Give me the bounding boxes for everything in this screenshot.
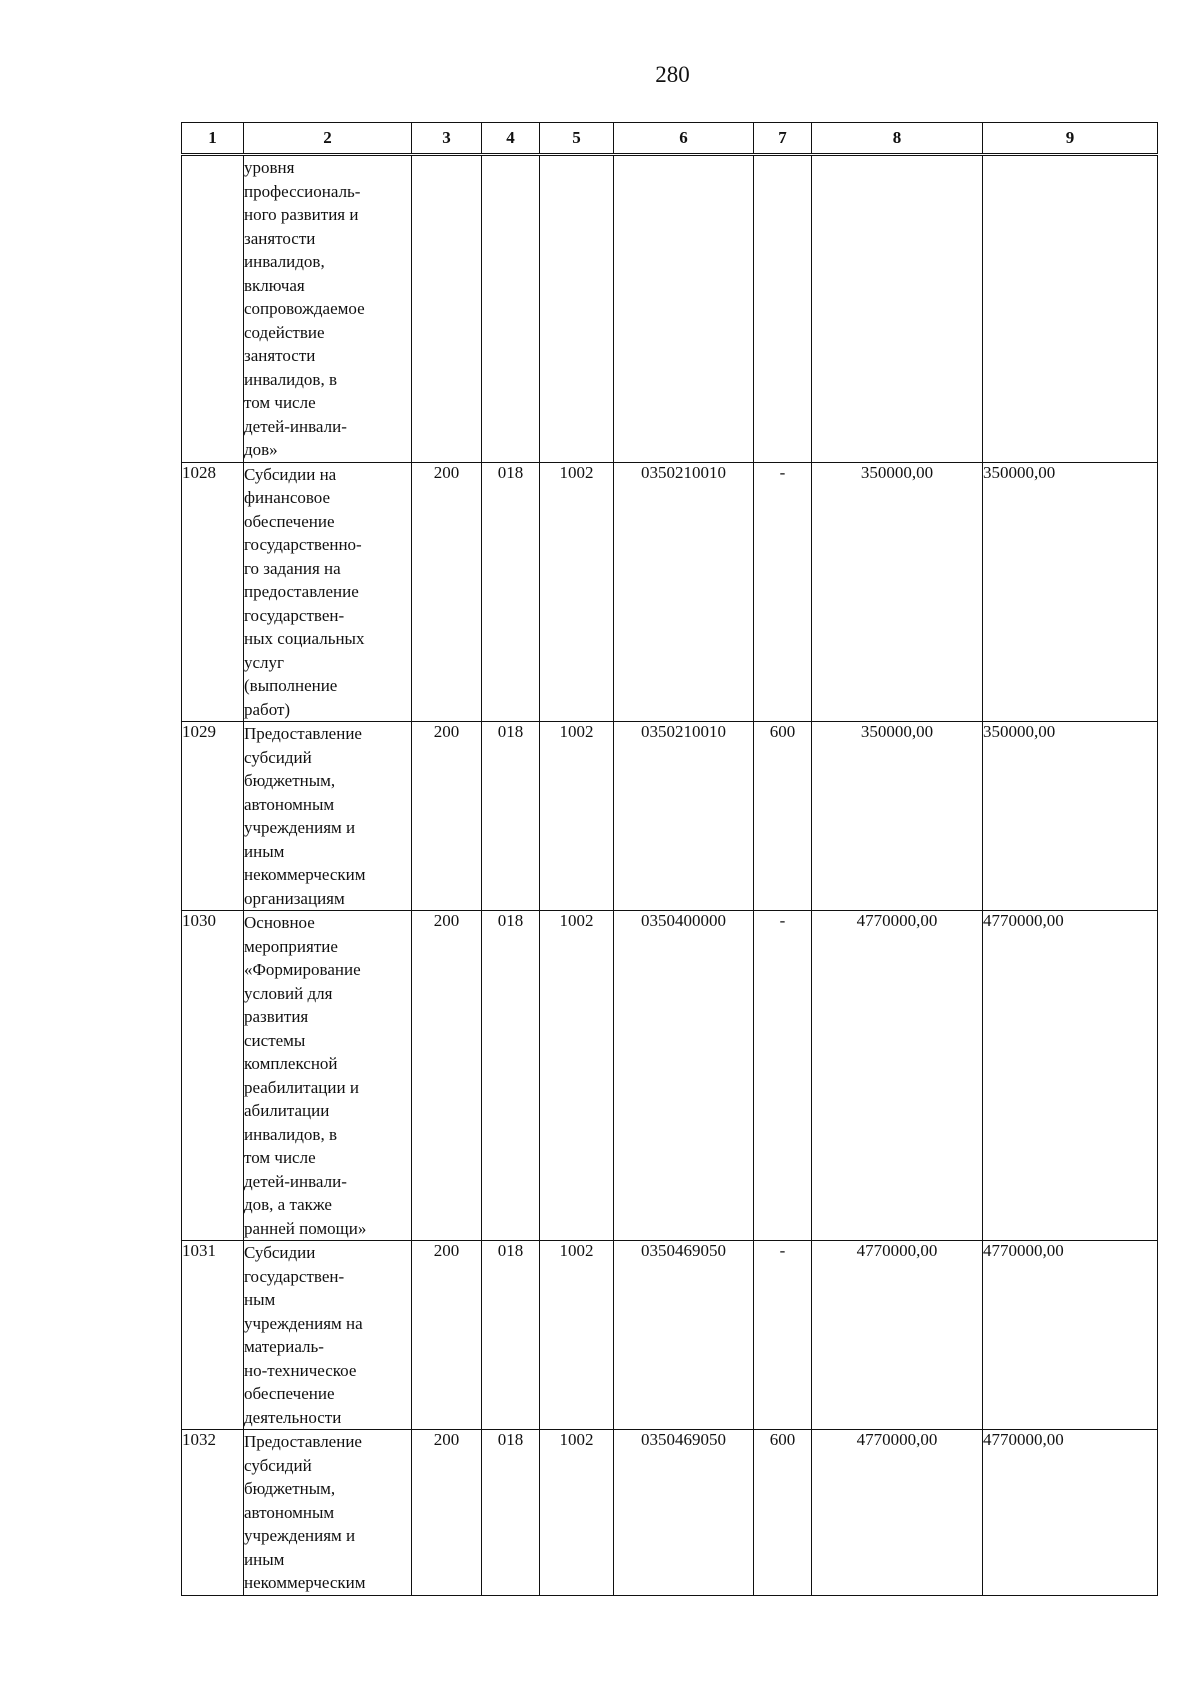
expense-name-line: учреждениям на (244, 1313, 363, 1333)
row-number-cell: 1032 (182, 1430, 244, 1596)
column-header: 2 (244, 123, 412, 155)
expense-name-line: инвалидов, (244, 252, 325, 271)
expense-name-line: предоставление (244, 582, 359, 601)
expense-name-line: бюджетным, (244, 771, 336, 790)
row-number-cell: 1031 (182, 1241, 244, 1430)
amount-column-8-cell: 4770000,00 (812, 1430, 983, 1596)
expense-name-line: бюджетным, (244, 1479, 336, 1498)
expense-name-line: услуг (244, 652, 285, 672)
amount-column-8-cell: 4770000,00 (812, 911, 983, 1241)
row-number-cell: 1030 (182, 911, 244, 1241)
column-header: 5 (540, 123, 614, 155)
expense-name-line: профессиональ- (244, 181, 361, 201)
expense-name-line: Субсидии на (244, 464, 337, 484)
column-5-cell: 1002 (540, 462, 614, 722)
expense-name-line: (выполнение (244, 676, 338, 695)
column-header: 1 (182, 123, 244, 155)
amount-column-9-cell: 4770000,00 (983, 1430, 1158, 1596)
expense-name-line: но-техническое (244, 1360, 357, 1380)
table-row (182, 722, 1158, 911)
amount-column-9-cell: 4770000,00 (983, 911, 1158, 1241)
table-row (182, 1430, 1158, 1596)
expense-type-cell: 600 (754, 1430, 812, 1596)
expense-name-line: «Формирование (244, 960, 361, 979)
table-body (182, 155, 1158, 1596)
table-header-row (182, 123, 1158, 155)
amount-column-8-cell: 350000,00 (812, 462, 983, 722)
table-row (182, 911, 1158, 1241)
column-4-cell: 018 (482, 1430, 540, 1596)
column-3-cell (412, 155, 482, 463)
expense-name-cell (244, 1430, 412, 1596)
column-header: 6 (614, 123, 754, 155)
expense-name-line: реабилитации и (244, 1077, 359, 1097)
expense-name-line: деятельности (244, 1407, 342, 1427)
expense-name-line: том числе (244, 393, 316, 412)
target-article-code-cell: 0350210010 (614, 462, 754, 722)
expense-name-line: иным (244, 1549, 285, 1569)
expense-name-line: детей-инвали- (244, 1171, 347, 1191)
column-3-cell: 200 (412, 462, 482, 722)
expense-type-cell (754, 155, 812, 463)
expense-name-cell (244, 155, 412, 463)
column-4-cell: 018 (482, 722, 540, 911)
table-row (182, 462, 1158, 722)
expense-type-cell: - (754, 1241, 812, 1430)
expense-name-line: работ) (244, 699, 291, 719)
row-number-cell (182, 155, 244, 463)
expense-name-line: комплексной (244, 1054, 338, 1073)
expense-name-line: занятости (244, 228, 316, 248)
expense-name-line: условий для (244, 983, 333, 1003)
target-article-code-cell (614, 155, 754, 463)
column-5-cell: 1002 (540, 1430, 614, 1596)
expense-name-line: некоммерческим (244, 1573, 366, 1592)
expense-name-line: автономным (244, 794, 335, 814)
expense-name-line: ного развития и (244, 205, 359, 224)
column-3-cell: 200 (412, 722, 482, 911)
expense-name-cell (244, 1241, 412, 1430)
expense-name-line: сопровождаемое (244, 299, 365, 318)
expense-name-line: государственно- (244, 535, 362, 554)
expense-name-line: некоммерческим (244, 865, 366, 884)
expense-name-cell (244, 462, 412, 722)
expense-name-line: инвалидов, в (244, 1124, 337, 1144)
expense-name-line: Субсидии (244, 1243, 316, 1262)
amount-column-8-cell: 350000,00 (812, 722, 983, 911)
expense-name-line: го задания на (244, 558, 341, 578)
column-4-cell (482, 155, 540, 463)
amount-column-9-cell: 350000,00 (983, 722, 1158, 911)
amount-column-9-cell: 4770000,00 (983, 1241, 1158, 1430)
expense-name-line: дов, а также (244, 1195, 332, 1214)
row-number-cell: 1028 (182, 462, 244, 722)
amount-column-9-cell: 350000,00 (983, 462, 1158, 722)
amount-column-8-cell: 4770000,00 (812, 1241, 983, 1430)
column-5-cell (540, 155, 614, 463)
expense-name-line: государствен- (244, 1266, 345, 1286)
target-article-code-cell: 0350469050 (614, 1241, 754, 1430)
expense-name-cell (244, 911, 412, 1241)
column-4-cell: 018 (482, 462, 540, 722)
column-header: 7 (754, 123, 812, 155)
column-header: 3 (412, 123, 482, 155)
expense-type-cell: 600 (754, 722, 812, 911)
expense-type-cell: - (754, 462, 812, 722)
expense-name-line: включая (244, 275, 305, 295)
expense-name-line: мероприятие (244, 936, 338, 956)
expense-name-line: учреждениям и (244, 1526, 356, 1545)
expense-name-line: ным (244, 1290, 276, 1309)
expense-name-line: Предоставление (244, 724, 362, 743)
row-number-cell: 1029 (182, 722, 244, 911)
expense-name-line: финансовое (244, 488, 331, 507)
expense-name-line: том числе (244, 1148, 316, 1167)
target-article-code-cell: 0350400000 (614, 911, 754, 1241)
expense-name-line: организациям (244, 888, 345, 908)
amount-column-9-cell (983, 155, 1158, 463)
column-header: 4 (482, 123, 540, 155)
expense-name-line: абилитации (244, 1101, 330, 1120)
column-header: 8 (812, 123, 983, 155)
table-row (182, 155, 1158, 463)
expense-name-line: детей-инвали- (244, 416, 347, 436)
expense-name-line: субсидий (244, 1455, 312, 1475)
column-header: 9 (983, 123, 1158, 155)
column-3-cell: 200 (412, 1430, 482, 1596)
expense-name-line: занятости (244, 346, 316, 365)
expense-name-line: иным (244, 841, 285, 861)
expense-name-line: Основное (244, 913, 315, 932)
column-4-cell: 018 (482, 1241, 540, 1430)
column-4-cell: 018 (482, 911, 540, 1241)
expense-name-cell (244, 722, 412, 911)
expense-name-line: обеспечение (244, 511, 335, 531)
expense-name-line: автономным (244, 1502, 335, 1522)
target-article-code-cell: 0350210010 (614, 722, 754, 911)
table-row (182, 1241, 1158, 1430)
column-3-cell: 200 (412, 1241, 482, 1430)
expense-name-line: развития (244, 1007, 309, 1026)
expense-name-line: обеспечение (244, 1384, 335, 1403)
expense-name-line: государствен- (244, 605, 345, 625)
expense-name-line: учреждениям и (244, 818, 356, 837)
expense-name-line: содействие (244, 322, 325, 342)
expense-name-line: дов» (244, 440, 278, 459)
expense-name-line: инвалидов, в (244, 369, 337, 389)
column-3-cell: 200 (412, 911, 482, 1241)
column-5-cell: 1002 (540, 722, 614, 911)
expense-name-line: материаль- (244, 1337, 324, 1356)
target-article-code-cell: 0350469050 (614, 1430, 754, 1596)
expense-name-line: ных социальных (244, 629, 365, 648)
page-number: 280 (655, 62, 690, 87)
budget-table (181, 122, 1158, 1596)
expense-name-line: ранней помощи» (244, 1218, 367, 1238)
column-5-cell: 1002 (540, 1241, 614, 1430)
expense-name-line: уровня (244, 158, 295, 177)
column-5-cell: 1002 (540, 911, 614, 1241)
expense-name-line: субсидий (244, 747, 312, 767)
expense-name-line: Предоставление (244, 1432, 362, 1451)
amount-column-8-cell (812, 155, 983, 463)
expense-type-cell: - (754, 911, 812, 1241)
expense-name-line: системы (244, 1030, 306, 1050)
